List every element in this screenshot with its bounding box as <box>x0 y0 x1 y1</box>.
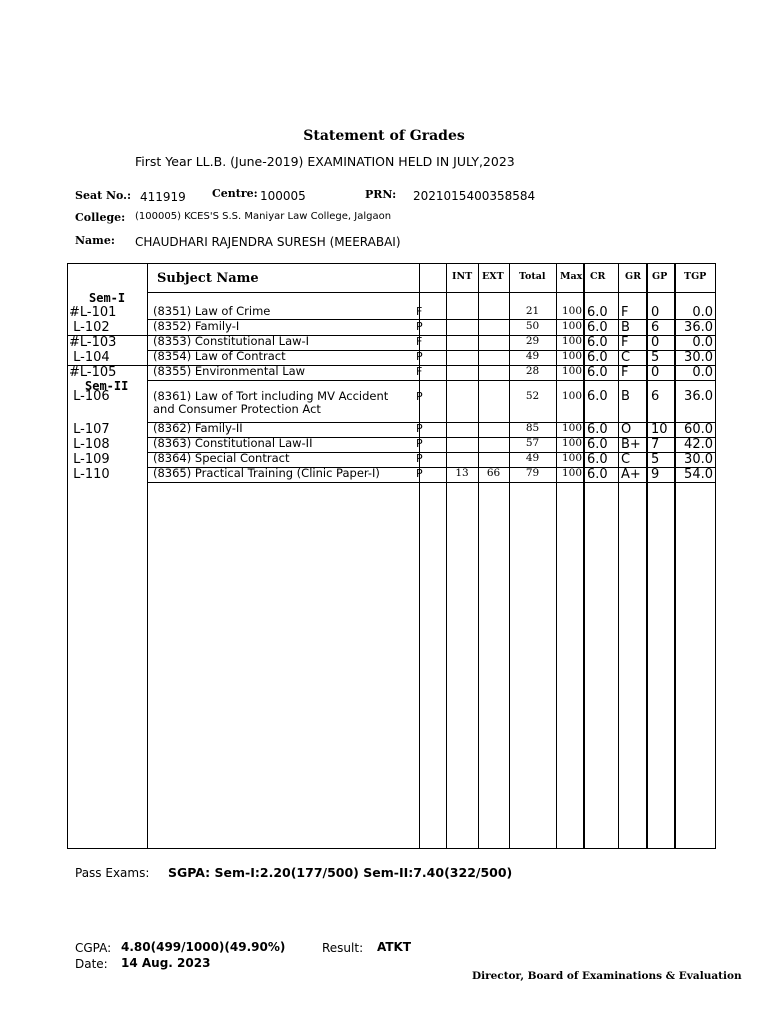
cell-status: F <box>416 305 423 318</box>
cell-code: L-110 <box>69 467 110 482</box>
col-divider <box>478 264 479 848</box>
cell-subject-name: (8364) Special Contract <box>153 451 290 465</box>
cell-total: 50 <box>525 320 540 332</box>
header-ext: EXT <box>482 271 504 282</box>
cell-ext: 66 <box>486 467 501 479</box>
cell-code: L-108 <box>69 437 110 452</box>
cell-gr: F <box>621 365 629 380</box>
row-divider <box>147 482 715 483</box>
cell-tgp: 54.0 <box>684 467 713 482</box>
college-name: (100005) KCES'S S.S. Maniyar Law College, Jalgaon <box>135 211 392 222</box>
cell-subject-name: (8363) Constitutional Law-II <box>153 436 313 450</box>
cell-status: P <box>416 467 423 480</box>
cell-subject-name: (8352) Family-I <box>153 319 240 333</box>
cell-total: 85 <box>525 422 540 434</box>
cell-cr: 6.0 <box>587 335 608 350</box>
cell-subject-name: (8361) Law of Tort including MV Accident <box>153 389 389 403</box>
cell-subject-name-continued: and Consumer Protection Act <box>153 402 321 416</box>
cell-code: L-102 <box>69 320 110 335</box>
cell-cr: 6.0 <box>587 467 608 482</box>
cell-code: L-107 <box>69 422 110 437</box>
header-gp: GP <box>652 271 668 282</box>
cell-gr: B <box>621 320 630 335</box>
cell-gr: F <box>621 335 629 350</box>
result-value: ATKT <box>377 940 412 954</box>
prn-label: PRN: <box>365 188 397 201</box>
cell-total: 28 <box>525 365 540 377</box>
header-subject-name: Subject Name <box>157 271 259 286</box>
cgpa-value: 4.80(499/1000)(49.90%) <box>121 940 286 954</box>
col-divider <box>446 264 447 848</box>
cell-max: 100 <box>561 335 582 347</box>
cell-code: #L-103 <box>69 335 117 350</box>
centre-label: Centre: <box>212 187 258 200</box>
cell-max: 100 <box>561 390 582 402</box>
cell-gp: 0 <box>651 305 660 320</box>
cell-cr: 6.0 <box>587 452 608 467</box>
cell-total: 49 <box>525 452 540 464</box>
row-divider <box>147 292 715 293</box>
cell-gr: A+ <box>621 467 641 482</box>
cell-cr: 6.0 <box>587 437 608 452</box>
student-name: CHAUDHARI RAJENDRA SURESH (MEERABAI) <box>135 235 401 249</box>
cell-status: P <box>416 422 423 435</box>
cell-max: 100 <box>561 452 582 464</box>
cell-gp: 9 <box>651 467 660 482</box>
cell-cr: 6.0 <box>587 389 608 404</box>
cell-total: 49 <box>525 350 540 362</box>
cell-code: L-106 <box>69 389 110 404</box>
result-label: Result: <box>322 941 364 955</box>
col-divider <box>147 264 148 848</box>
cell-gr: F <box>621 305 629 320</box>
cell-gr: B+ <box>621 437 641 452</box>
cell-gr: C <box>621 452 631 467</box>
cell-gp: 7 <box>651 437 660 452</box>
cell-subject-name: (8365) Practical Training (Clinic Paper-I) <box>153 466 380 480</box>
cell-code: #L-101 <box>69 305 117 320</box>
date-label: Date: <box>75 957 108 971</box>
cell-tgp: 0.0 <box>692 335 713 350</box>
cell-tgp: 36.0 <box>684 389 713 404</box>
cell-gr: B <box>621 389 630 404</box>
cell-total: 21 <box>525 305 540 317</box>
cell-gp: 10 <box>651 422 668 437</box>
cell-max: 100 <box>561 305 582 317</box>
cell-subject-name: (8355) Environmental Law <box>153 364 306 378</box>
cell-gp: 5 <box>651 452 660 467</box>
semester-label: Sem-II <box>85 379 129 393</box>
cell-status: F <box>416 365 423 378</box>
cell-tgp: 30.0 <box>684 350 713 365</box>
cell-max: 100 <box>561 467 582 479</box>
cell-cr: 6.0 <box>587 305 608 320</box>
cell-total: 29 <box>525 335 540 347</box>
cell-cr: 6.0 <box>587 365 608 380</box>
cell-tgp: 36.0 <box>684 320 713 335</box>
cell-gp: 5 <box>651 350 660 365</box>
cell-tgp: 60.0 <box>684 422 713 437</box>
cell-subject-name: (8362) Family-II <box>153 421 243 435</box>
cell-max: 100 <box>561 365 582 377</box>
cell-gr: C <box>621 350 631 365</box>
cell-subject-name: (8353) Constitutional Law-I <box>153 334 310 348</box>
cell-status: P <box>416 437 423 450</box>
cell-tgp: 0.0 <box>692 305 713 320</box>
cell-cr: 6.0 <box>587 422 608 437</box>
header-total: Total <box>519 271 546 282</box>
cell-gr: O <box>621 422 632 437</box>
cell-status: P <box>416 390 423 403</box>
cell-gp: 6 <box>651 320 660 335</box>
cell-gp: 0 <box>651 365 660 380</box>
header-gr: GR <box>625 271 642 282</box>
signatory-title: Director, Board of Examinations & Evaluation <box>472 970 742 982</box>
cell-tgp: 0.0 <box>692 365 713 380</box>
pass-exams-label: Pass Exams: <box>75 866 150 880</box>
cell-tgp: 42.0 <box>684 437 713 452</box>
centre-code: 100005 <box>260 189 306 203</box>
cell-total: 57 <box>525 437 540 449</box>
cell-max: 100 <box>561 350 582 362</box>
cell-code: L-109 <box>69 452 110 467</box>
cell-max: 100 <box>561 422 582 434</box>
exam-subtitle: First Year LL.B. (June-2019) EXAMINATION HELD IN JULY,2023 <box>135 154 515 169</box>
seat-number: 411919 <box>140 190 186 204</box>
cell-max: 100 <box>561 437 582 449</box>
cell-status: P <box>416 452 423 465</box>
grade-table <box>67 263 716 849</box>
semester-label: Sem-I <box>89 291 126 305</box>
header-cr: CR <box>590 271 606 282</box>
cell-total: 79 <box>525 467 540 479</box>
college-label: College: <box>75 211 126 224</box>
cell-subject-name: (8351) Law of Crime <box>153 304 271 318</box>
header-tgp: TGP <box>684 271 707 282</box>
cell-gp: 0 <box>651 335 660 350</box>
seat-label: Seat No.: <box>75 189 132 202</box>
header-int: INT <box>452 271 473 282</box>
cgpa-label: CGPA: <box>75 941 112 955</box>
cell-status: P <box>416 320 423 333</box>
cell-code: L-104 <box>69 350 110 365</box>
prn-number: 2021015400358584 <box>413 189 536 203</box>
cell-cr: 6.0 <box>587 350 608 365</box>
cell-cr: 6.0 <box>587 320 608 335</box>
cell-total: 52 <box>525 390 540 402</box>
cell-status: F <box>416 335 423 348</box>
header-max: Max <box>560 271 583 282</box>
cell-gp: 6 <box>651 389 660 404</box>
cell-tgp: 30.0 <box>684 452 713 467</box>
name-label: Name: <box>75 234 115 247</box>
sgpa-summary: SGPA: Sem-I:2.20(177/500) Sem-II:7.40(322/500) <box>168 865 513 880</box>
date-value: 14 Aug. 2023 <box>121 956 211 970</box>
cell-status: P <box>416 350 423 363</box>
cell-int: 13 <box>455 467 469 479</box>
cell-code: #L-105 <box>69 365 117 380</box>
row-divider <box>147 380 715 381</box>
cell-subject-name: (8354) Law of Contract <box>153 349 286 363</box>
document-title: Statement of Grades <box>303 128 465 144</box>
cell-max: 100 <box>561 320 582 332</box>
